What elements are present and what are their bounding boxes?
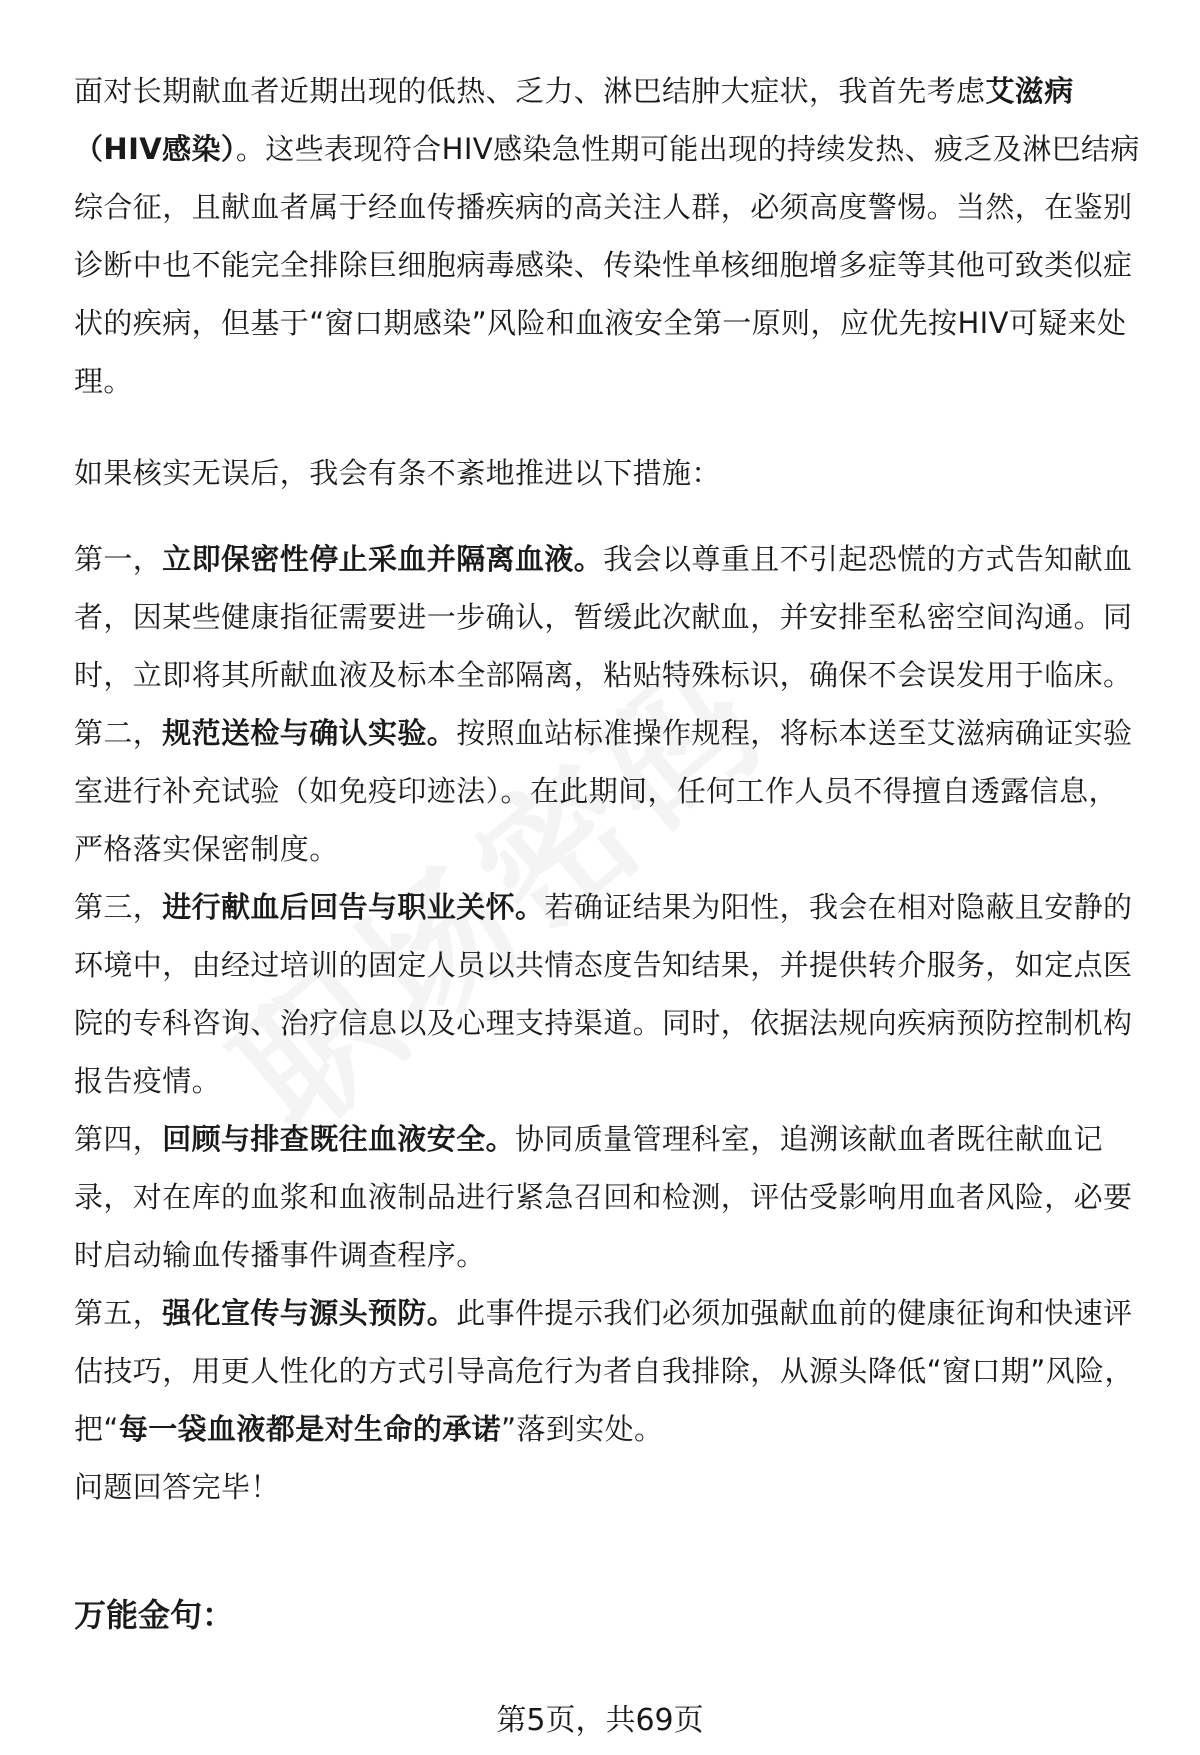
- measure-prefix: 第三，: [74, 890, 163, 924]
- measure-title: 立即保密性停止采血并隔离血液。: [162, 542, 604, 576]
- measure-body: 按照血站标准操作规程，将标本送至艾滋病确证实验室进行补充试验（如免疫印迹法）。在此期间，任何工作人员不得擅自透露信息，严格落实保密制度。: [74, 716, 1133, 866]
- measure-body: 此事件提示我们必须加强献血前的健康征询和快速评估技巧，用更人性化的方式引导高危行为者自我排除，从源头降低“窗口期”风险，把“: [74, 1296, 1134, 1446]
- measure-prefix: 第五，: [74, 1296, 163, 1330]
- measure-prefix: 第一，: [74, 542, 163, 576]
- measure-title: 回顾与排查既往血液安全。: [162, 1122, 516, 1156]
- measure-title: 进行献血后回告与职业关怀。: [162, 890, 545, 924]
- intro-paragraph: [74, 62, 1144, 410]
- measure-prefix: 第四，: [74, 1122, 163, 1156]
- intro-text-1: 面对长期献血者近期出现的低热、乏力、淋巴结肿大症状，我首先考虑: [74, 74, 986, 108]
- lead-sentence: 如果核实无误后，我会有条不紊地推进以下措施：: [74, 456, 721, 490]
- measure-prefix: 第二，: [74, 716, 163, 750]
- measure-title: 强化宣传与源头预防。: [162, 1296, 457, 1330]
- section-heading: 万能金句：: [74, 1596, 235, 1634]
- measure-item: [74, 1110, 1144, 1284]
- commitment-slogan: 每一袋血液都是对生命的承诺: [118, 1412, 502, 1446]
- answer-body: [74, 62, 1144, 1516]
- measure-body-end: ”落到实处。: [501, 1412, 664, 1446]
- measure-item: [74, 530, 1144, 704]
- measure-body: 若确证结果为阳性，我会在相对隐蔽且安静的环境中，由经过培训的固定人员以共情态度告知结果，并提供转介服务，如定点医院的专科咨询、治疗信息以及心理支持渠道。同时，依据法规向疾病预防控制机构报告疫情。: [74, 890, 1133, 1098]
- diagnosis-highlight: 艾滋病（HIV感染）: [74, 74, 1074, 166]
- closing-line: 问题回答完毕！: [74, 1470, 280, 1504]
- measure-title: 规范送检与确认实验。: [162, 716, 457, 750]
- measure-item: [74, 878, 1144, 1110]
- intro-text-2: 。这些表现符合HIV感染急性期可能出现的持续发热、疲乏及淋巴结病综合征，且献血者属于经血传播疾病的高关注人群，必须高度警惕。当然，在鉴别诊断中也不能完全排除巨细胞病毒感染、传染性单核细胞增多症等其他可致类似症状的疾病，但基于“窗口期感染”风险和血液安全第一原则，应优先按HIV可疑来处理。: [74, 132, 1140, 398]
- measure-item: [74, 1284, 1144, 1458]
- measure-body: 协同质量管理科室，追溯该献血者既往献血记录，对在库的血浆和血液制品进行紧急召回和检测，评估受影响用血者风险，必要时启动输血传播事件调查程序。: [74, 1122, 1133, 1272]
- measure-body: 我会以尊重且不引起恐慌的方式告知献血者，因某些健康指征需要进一步确认，暂缓此次献血，并安排至私密空间沟通。同时，立即将其所献血液及标本全部隔离，粘贴特殊标识，确保不会误发用于临床。: [74, 542, 1133, 692]
- measure-item: [74, 704, 1144, 878]
- page-number: 第5页，共69页: [496, 1703, 704, 1738]
